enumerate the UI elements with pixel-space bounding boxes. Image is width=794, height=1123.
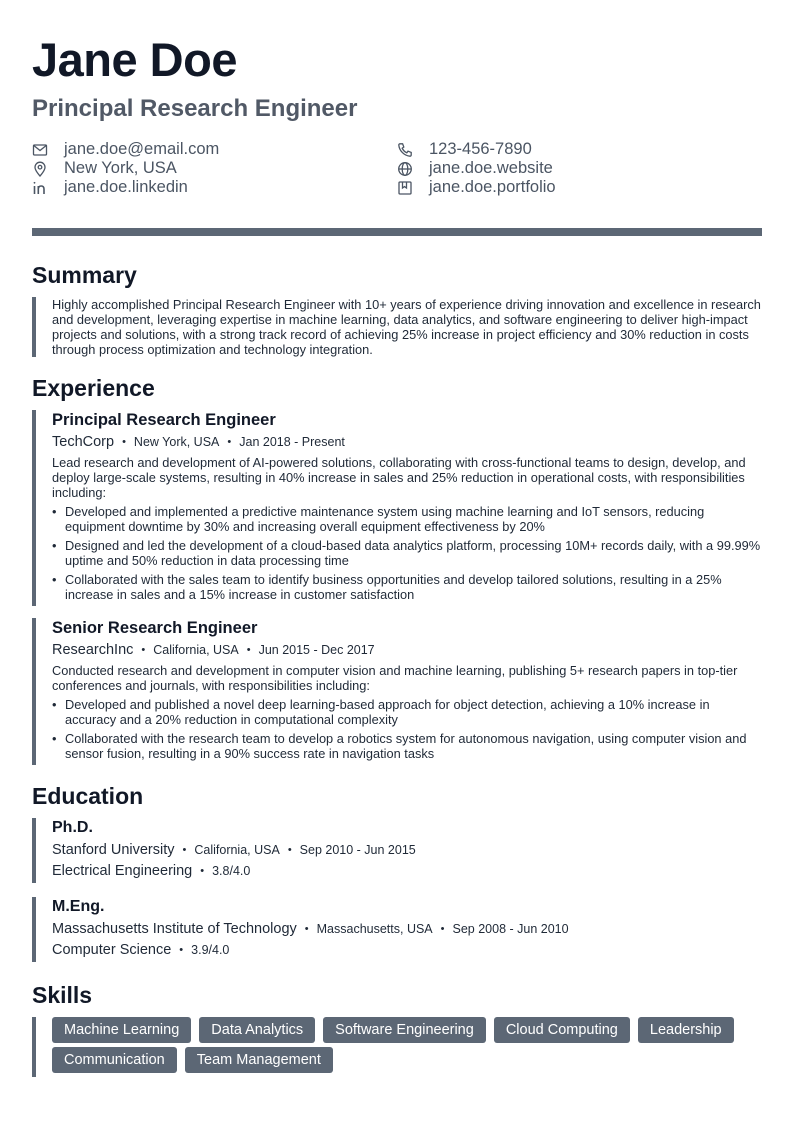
skills-block [32,1017,762,1077]
education-school-line [52,920,762,938]
resume-page [32,32,762,1068]
job-bullet: • Developed and implemented a predictive maintenance system using machine learning and IoT sensors, reducing equipment downtime by 30% and increasing overall equipment effectiveness by 20% [52,504,762,534]
phone-icon [397,142,413,158]
education-location: Massachusetts, USA [316,922,433,936]
contact-linkedin-text: jane.doe.linkedin [64,178,188,196]
skill-tag: Team Management [185,1047,333,1073]
contact-portfolio[interactable] [397,178,556,197]
header-divider [32,228,762,236]
mail-icon [32,142,48,158]
separator-dot: • [440,923,445,935]
skill-tag: Data Analytics [199,1017,315,1043]
contact-portfolio-text: jane.doe.portfolio [429,178,556,196]
education-gpa: 3.8/4.0 [212,864,251,878]
globe-icon [397,161,413,177]
section-title-summary: Summary [32,262,137,288]
education-field: Electrical Engineering [52,863,193,879]
job-company: ResearchInc [52,642,134,658]
section-title-education: Education [32,783,144,809]
education-field: Computer Science [52,942,172,958]
contact-website[interactable] [397,159,553,178]
separator-dot: • [304,923,309,935]
job-description: Conducted research and development in computer vision and machine learning, publishing 5+ research papers in top-tier conferences and journals, with responsibilities including: [52,663,738,693]
contact-email[interactable] [32,140,219,159]
job-company: TechCorp [52,434,115,450]
contact-location-text: New York, USA [64,159,177,177]
job-bullet: • Collaborated with the research team to develop a robotics system for autonomous navigation, using computer vision and sensor fusion, resulting in a 90% success rate in navigation tasks [52,731,762,761]
separator-dot: • [182,844,187,856]
job-title: Senior Research Engineer [52,619,258,637]
job-location: New York, USA [133,435,220,449]
education-school-line [52,841,762,859]
job-dates: Jun 2015 - Dec 2017 [258,643,375,657]
candidate-role: Principal Research Engineer [32,95,358,122]
separator-dot: • [122,436,126,448]
education-degree: Ph.D. [52,819,93,836]
job-bullet: • Collaborated with the sales team to identify business opportunities and develop tailored solutions, resulting in a 25% increase in sales and a 15% increase in customer satisfaction [52,572,762,602]
skill-tag: Machine Learning [52,1017,191,1043]
contact-phone-text: 123-456-7890 [429,140,532,158]
skills-list [52,1017,772,1077]
education-location: California, USA [194,843,280,857]
job-location: California, USA [153,643,239,657]
education-entry [32,818,762,883]
contact-linkedin[interactable] [32,178,188,197]
separator-dot: • [227,436,232,448]
separator-dot: • [246,644,251,656]
job-meta [52,641,762,659]
education-school: Massachusetts Institute of Technology [52,921,297,937]
education-field-line [52,941,762,959]
bookmark-icon [397,180,413,196]
job-bullet: • Developed and published a novel deep learning-based approach for object detection, achieving a 10% increase in accuracy and a 20% reduction in computational complexity [52,697,762,727]
education-dates: Sep 2010 - Jun 2015 [299,843,416,857]
education-field-line [52,862,762,880]
job-title: Principal Research Engineer [52,411,276,429]
separator-dot: • [287,844,292,856]
separator-dot: • [179,944,184,956]
job-bullets [52,504,762,602]
separator-dot: • [141,644,146,656]
job-meta [52,433,762,451]
job-dates: Jan 2018 - Present [239,435,345,449]
job-entry [32,410,762,606]
contact-email-text: jane.doe@email.com [64,140,220,158]
skill-tag: Cloud Computing [494,1017,630,1043]
candidate-name: Jane Doe [32,33,237,86]
job-entry [32,618,762,765]
job-bullet: • Designed and led the development of a cloud-based data analytics platform, processing 10M+ records daily, with a 99.99% uptime and 50% reduction in data processing time [52,538,762,568]
contact-phone[interactable] [397,140,532,159]
contact-location [32,159,177,178]
education-entry [32,897,762,962]
summary-text: Highly accomplished Principal Research Engineer with 10+ years of experience driving innovation and excellence in research and development, leveraging expertise in machine learning, data analytics, and software engineering to deliver high-impact projects and solutions, with a strong track record of achieving 25% increase in project efficiency and 30% reduction in costs through process optimization and technology integration. [52,297,761,357]
section-title-experience: Experience [32,375,155,401]
job-bullets [52,697,762,761]
education-school: Stanford University [52,842,175,858]
summary-block [32,297,762,357]
skill-tag: Software Engineering [323,1017,486,1043]
education-degree: M.Eng. [52,898,105,915]
education-gpa: 3.9/4.0 [191,943,230,957]
section-title-skills: Skills [32,982,93,1008]
contact-info [32,140,762,200]
skill-tag: Communication [52,1047,177,1073]
job-description: Lead research and development of AI-powered solutions, collaborating with cross-functional teams to design, develop, and deploy large-scale systems, resulting in 40% increase in sales and 25% reduction in operational costs, with responsibilities including: [52,455,746,500]
skill-tag: Leadership [638,1017,734,1043]
education-dates: Sep 2008 - Jun 2010 [452,922,569,936]
separator-dot: • [200,865,205,877]
linkedin-icon [32,180,48,196]
contact-website-text: jane.doe.website [429,159,553,177]
location-pin-icon [32,161,48,177]
